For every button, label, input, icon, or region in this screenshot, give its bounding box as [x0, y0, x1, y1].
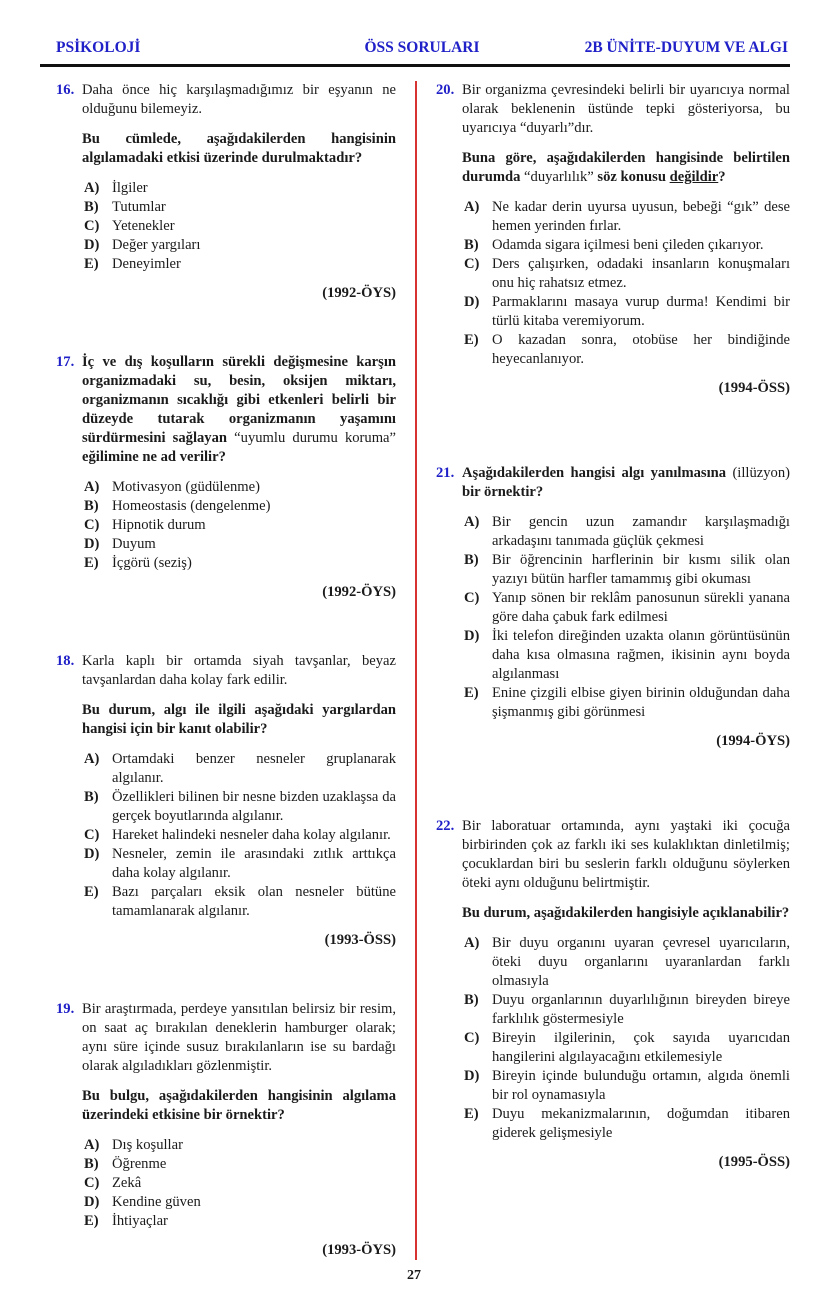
option-letter: C) [464, 590, 480, 606]
option-C [464, 589, 790, 627]
question-year-tag: (1992-ÖYS) [322, 285, 396, 301]
option-C [84, 516, 396, 535]
option-text: Tutumlar [112, 199, 166, 215]
question-paragraph [462, 81, 790, 138]
option-text: Değer yargıları [112, 237, 201, 253]
option-text: Bireyin ilgilerinin, çok sayıda uyarıcıdan hangilerini algılayacağını etkilemesiyle [492, 1030, 790, 1065]
option-text: Bireyin içinde bulunduğu ortamın, algıda önemli bir rol oynamasıyla [492, 1068, 790, 1103]
column-left [56, 81, 396, 1260]
option-A [464, 513, 790, 551]
option-text: Ortamdaki benzer nesneler gruplanarak algılanır. [112, 751, 396, 786]
question-body [462, 817, 790, 1172]
option-list [462, 934, 790, 1143]
question [436, 817, 790, 1172]
option-text: Bazı parçaları eksik olan nesneler bütüne tamamlanarak algılanır. [112, 884, 396, 919]
option-letter: A) [84, 751, 100, 767]
text-segment: Bir laboratuar ortamında, aynı yaştaki iki çocuğa birbirinden çok az farklı iki ses kulaklıktan dinletilmiş; çocuklardan biri bu seslerin farklı olduğunu söylerken öteki aynı olduğunu belirtmiştir. [462, 818, 790, 891]
option-letter: A) [84, 479, 100, 495]
text-segment: Karla kaplı bir ortamda siyah tavşanlar, beyaz tavşanlardan daha kolay fark edilir. [82, 653, 396, 688]
option-text: Bir duyu organını uyaran çevresel uyarıcıların, öteki duyu organlarını uyaranlardan farklı olmasıyla [492, 935, 790, 989]
question-body [82, 353, 396, 602]
question-body [462, 81, 790, 398]
option-letter: A) [464, 199, 480, 215]
question-year-tag: (1992-ÖYS) [322, 584, 396, 600]
option-text: Yanıp sönen bir reklâm panosunun sürekli yanana göre daha çabuk fark edilmesi [492, 590, 790, 625]
option-letter: C) [464, 1030, 480, 1046]
question-number: 19. [56, 1001, 75, 1017]
option-text: Enine çizgili elbise giyen birinin olduğundan daha şişmanmış gibi görünmesi [492, 685, 790, 720]
column-divider-line [415, 81, 418, 1260]
question-paragraph [462, 904, 790, 923]
question-number: 17. [56, 354, 75, 370]
question-body [82, 652, 396, 950]
option-text: Parmaklarını masaya vurup durma! Kendimi bir türlü kitaba veremiyorum. [492, 294, 790, 329]
option-A [464, 198, 790, 236]
option-letter: A) [84, 180, 100, 196]
option-letter: D) [84, 237, 100, 253]
header-unit-title: 2B ÜNİTE-DUYUM VE ALGI [584, 39, 788, 56]
question-paragraph [82, 701, 396, 739]
question-year-tag: (1995-ÖSS) [718, 1154, 790, 1170]
option-letter: C) [84, 517, 100, 533]
option-E [84, 255, 396, 274]
question-body [462, 464, 790, 751]
option-text: Duyum [112, 536, 156, 552]
option-text: Duyu mekanizmalarının, doğumdan itibaren giderek gelişmesiyle [492, 1106, 790, 1141]
option-text: İlgiler [112, 180, 148, 196]
option-letter: E) [84, 256, 99, 272]
option-E [84, 554, 396, 573]
option-B [464, 551, 790, 589]
text-segment: söz konusu [597, 169, 670, 185]
option-text: Hipnotik durum [112, 517, 206, 533]
question-year-tag: (1994-ÖSS) [718, 380, 790, 396]
text-segment: ? [718, 169, 726, 185]
option-letter: D) [464, 1068, 480, 1084]
question [56, 1000, 396, 1260]
text-segment: Bu cümlede, aşağıdakilerden hangisinin algılamadaki etkisi üzerinde durulmaktadır? [82, 131, 396, 166]
option-letter: A) [464, 514, 480, 530]
question-paragraph [82, 652, 396, 690]
option-B [84, 788, 396, 826]
option-text: Ne kadar derin uyursa uyusun, bebeği “gık” dese hemen yerinden fırlar. [492, 199, 790, 234]
option-letter: B) [84, 1156, 99, 1172]
header-exam-title: ÖSS SORULARI [364, 39, 480, 56]
option-A [84, 750, 396, 788]
text-segment: Bu durum, algı ile ilgili aşağıdaki yargılardan hangisi için bir kanıt olabilir? [82, 702, 396, 737]
page-footer [0, 1260, 828, 1303]
question [436, 464, 790, 751]
text-segment: İç ve dış koşulların sürekli değişmesine karşın organizmadaki su, besin, oksijen miktarı, organizmanın sıcaklığı gibi etkenleri belirli bir düzeyde tutarak organizmanın yaşamını sürdürmesini sağlayan [82, 354, 396, 446]
option-letter: E) [84, 555, 99, 571]
option-B [84, 497, 396, 516]
text-segment: Buna göre, aşağıdakilerden hangisinde belirtilen durumda [462, 150, 790, 185]
option-text: Duyu organlarının duyarlılığının bireyden bireye farklılık göstermesiyle [492, 992, 790, 1027]
option-text: Ders çalışırken, odadaki insanların konuşmaları onu hiç rahatsız etmez. [492, 256, 790, 291]
column-right [436, 81, 790, 1260]
option-text: O kazadan sonra, otobüse her bindiğinde heyecanlanıyor. [492, 332, 790, 367]
option-A [84, 1136, 396, 1155]
question-number: 16. [56, 82, 75, 98]
option-E [464, 1105, 790, 1143]
option-list [82, 179, 396, 274]
option-letter: C) [84, 1175, 100, 1191]
option-D [84, 845, 396, 883]
text-segment: Bu bulgu, aşağıdakilerden hangisinin algılama üzerindeki etkisine bir örnektir? [82, 1088, 396, 1123]
question-body [82, 81, 396, 303]
question-paragraph [82, 130, 396, 168]
option-letter: D) [464, 294, 480, 310]
option-D [464, 293, 790, 331]
question-year-tag: (1993-ÖSS) [324, 932, 396, 948]
option-letter: D) [84, 1194, 100, 1210]
option-letter: E) [464, 685, 479, 701]
question-number: 18. [56, 653, 75, 669]
option-letter: B) [84, 498, 99, 514]
option-list [82, 750, 396, 921]
option-text: Öğrenme [112, 1156, 167, 1172]
option-D [84, 1193, 396, 1212]
option-text: Homeostasis (dengelenme) [112, 498, 271, 514]
option-letter: C) [84, 218, 100, 234]
question [56, 353, 396, 602]
option-B [464, 236, 790, 255]
option-letter: B) [84, 789, 99, 805]
text-segment: (illüzyon) [732, 465, 790, 481]
option-list [462, 198, 790, 369]
text-segment: Bir araştırmada, perdeye yansıtılan belirsiz bir resim, on saat aç bırakılan deneklerin hamburger olarak; aynı süre içinde susuz bırakılanların ise su bardağı olarak algıladıkları gözlenmiştir. [82, 1001, 396, 1074]
question-columns [0, 67, 828, 1260]
page-number: 27 [407, 1268, 421, 1283]
question [56, 81, 396, 303]
option-text: Özellikleri bilinen bir nesne bizden uzaklaşsa da gerçek boyutlarında algılanır. [112, 789, 396, 824]
option-text: Deneyimler [112, 256, 181, 272]
option-letter: D) [84, 846, 100, 862]
text-segment: Bu durum, aşağıdakilerden hangisiyle açıklanabilir? [462, 905, 790, 921]
question-number: 20. [436, 82, 455, 98]
option-D [464, 627, 790, 684]
option-C [84, 217, 396, 236]
question-year-tag: (1994-ÖYS) [716, 733, 790, 749]
option-text: Kendine güven [112, 1194, 201, 1210]
option-D [464, 1067, 790, 1105]
option-letter: E) [464, 1106, 479, 1122]
option-C [464, 1029, 790, 1067]
header-subject: PSİKOLOJİ [56, 39, 141, 56]
option-letter: D) [84, 536, 100, 552]
option-B [84, 198, 396, 217]
option-text: İçgörü (seziş) [112, 555, 192, 571]
option-text: Motivasyon (güdülenme) [112, 479, 260, 495]
option-E [84, 1212, 396, 1231]
option-B [84, 1155, 396, 1174]
question-number: 22. [436, 818, 455, 834]
question-paragraph [462, 817, 790, 893]
option-letter: B) [464, 992, 479, 1008]
option-E [84, 883, 396, 921]
option-text: Nesneler, zemin ile arasındaki zıtlık arttıkça daha kolay algılanır. [112, 846, 396, 881]
option-letter: A) [84, 1137, 100, 1153]
option-list [462, 513, 790, 722]
question-number: 21. [436, 465, 455, 481]
option-B [464, 991, 790, 1029]
option-E [464, 684, 790, 722]
option-letter: E) [84, 884, 99, 900]
text-segment: “uyumlu durumu koruma” [234, 430, 397, 446]
text-segment: değildir [669, 169, 719, 185]
option-letter: B) [464, 552, 479, 568]
question-paragraph [462, 464, 790, 502]
option-E [464, 331, 790, 369]
option-letter: B) [464, 237, 479, 253]
option-text: İki telefon direğinden uzakta olanın görüntüsünün daha kısa olmasına rağmen, ikisinin aynı boyda algılanması [492, 628, 790, 682]
option-C [464, 255, 790, 293]
option-C [84, 826, 396, 845]
option-A [84, 179, 396, 198]
option-letter: A) [464, 935, 480, 951]
question-paragraph [82, 81, 396, 119]
text-segment: Aşağıdakilerden hangisi algı yanılmasına [462, 465, 733, 481]
text-segment: “duyarlılık” [524, 169, 598, 185]
option-D [84, 535, 396, 554]
question-paragraph [82, 353, 396, 467]
option-letter: B) [84, 199, 99, 215]
option-letter: E) [84, 1213, 99, 1229]
option-text: Bir gencin uzun zamandır karşılaşmadığı arkadaşını tanımada güçlük çekmesi [492, 514, 790, 549]
option-D [84, 236, 396, 255]
question-paragraph [462, 149, 790, 187]
option-text: Bir öğrencinin harflerinin bir kısmı silik olan yazıyı bütün harfler tamammış gibi okuması [492, 552, 790, 587]
question [56, 652, 396, 950]
question-paragraph [82, 1087, 396, 1125]
text-segment: Bir organizma çevresindeki belirli bir uyarıcıya normal olarak beklenenin üstünde tepki gösteriyorsa, bu uyarıcıya “duyarlı”dır. [462, 82, 790, 136]
option-text: Odamda sigara içilmesi beni çileden çıkarıyor. [492, 237, 764, 253]
option-list [82, 478, 396, 573]
question-body [82, 1000, 396, 1260]
option-text: İhtiyaçlar [112, 1213, 168, 1229]
question [436, 81, 790, 398]
option-letter: C) [84, 827, 100, 843]
option-text: Hareket halindeki nesneler daha kolay algılanır. [112, 827, 391, 843]
page-header [0, 38, 828, 57]
option-text: Zekâ [112, 1175, 142, 1191]
text-segment: Daha önce hiç karşılaşmadığımız bir eşyanın ne olduğunu bilemeyiz. [82, 82, 396, 117]
option-letter: E) [464, 332, 479, 348]
option-A [84, 478, 396, 497]
option-letter: D) [464, 628, 480, 644]
option-list [82, 1136, 396, 1231]
text-segment: eğilimine ne ad verilir? [82, 449, 226, 465]
option-C [84, 1174, 396, 1193]
text-segment: bir örnektir? [462, 484, 544, 500]
option-A [464, 934, 790, 991]
question-paragraph [82, 1000, 396, 1076]
question-year-tag: (1993-ÖYS) [322, 1242, 396, 1258]
option-letter: C) [464, 256, 480, 272]
option-text: Dış koşullar [112, 1137, 183, 1153]
option-text: Yetenekler [112, 218, 175, 234]
